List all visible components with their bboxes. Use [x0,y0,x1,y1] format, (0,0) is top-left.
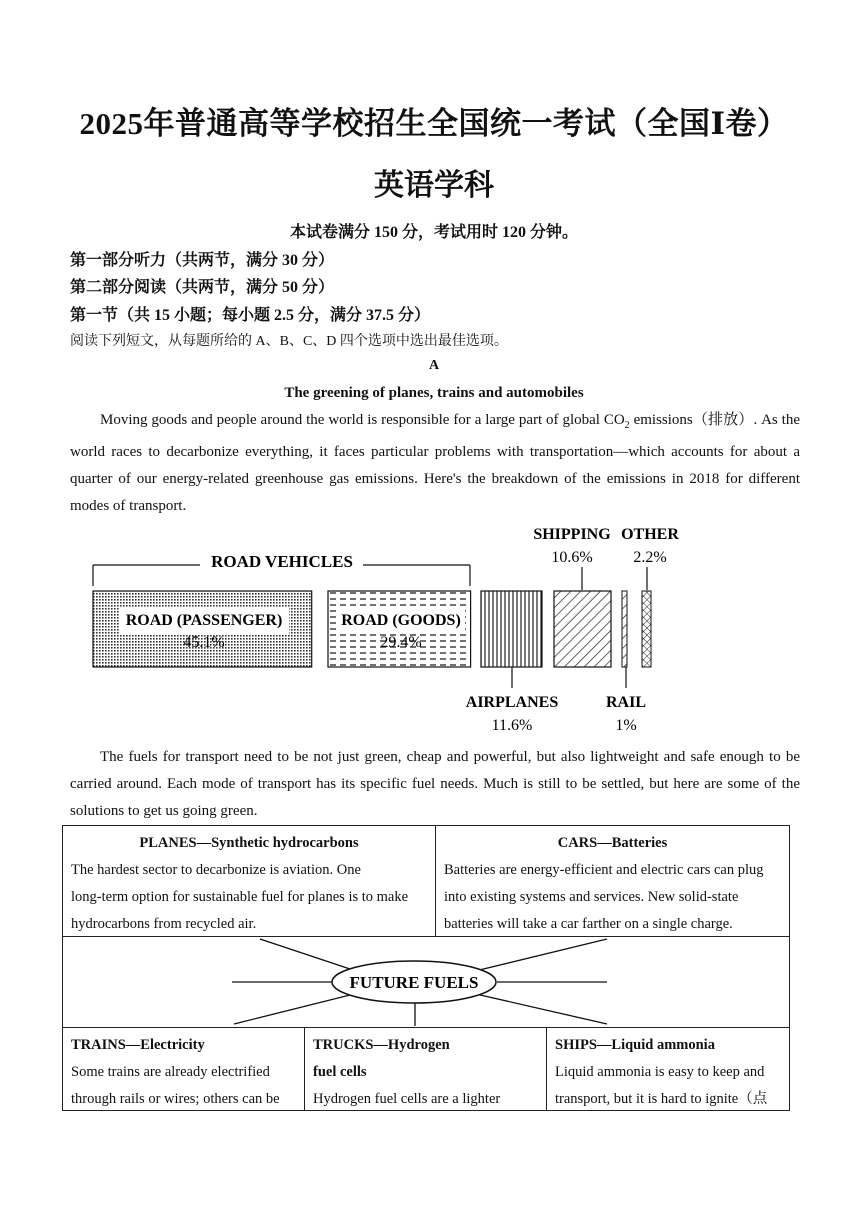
road-vehicles-label: ROAD VEHICLES [211,552,353,571]
ships-heading: SHIPS—Liquid ammonia [555,1037,715,1053]
passage-letter: A [428,358,440,373]
paragraph-1: Moving goods and people around the world is responsible for a large part of global $CO_2$ emissions（排放）. As the world races to decarbonize everything, it faces particular problems with transportation—which accounts for about a quarter of our energy-related greenhouse gas emissions. Here's the breakdown of the emissions in 2018 for different modes of transport. [70,412,800,514]
bar-airplanes [481,591,542,667]
bar-rail [622,591,627,667]
trucks-line-1: Hydrogen fuel cells are a lighter [313,1091,501,1107]
exam-title: 2025年普通高等学校招生全国统一考试（全国Ⅰ卷） [79,106,789,141]
passage-title: The greening of planes, trains and automobiles [284,385,584,401]
cars-line-1: Batteries are energy-efficient and electric cars can plug [444,862,764,878]
trucks-box [304,1027,547,1111]
ships-box [546,1027,790,1111]
exam-info: 本试卷满分 150 分，考试用时 120 分钟。 [289,224,578,241]
future-fuels-label: FUTURE FUELS [349,973,479,992]
label-rail: RAIL [605,694,647,711]
label-road-passenger: ROAD (PASSENGER) [125,612,283,629]
trains-heading: TRAINS—Electricity [71,1037,205,1053]
value-shipping: 10.6% [551,549,593,566]
part1-heading: 第一部分听力（共两节，满分 30 分） [70,252,335,269]
planes-heading: PLANES—Synthetic hydrocarbons [139,835,359,851]
label-other: OTHER [621,526,679,543]
section1-heading: 第一节（共 15 小题；每小题 2.5 分，满分 37.5 分） [70,307,431,324]
emissions-chart [0,518,868,740]
trucks-heading: TRUCKS—Hydrogen [313,1037,450,1053]
trains-line-2: through rails or wires; others can be [71,1091,280,1107]
ships-line-2: transport, but it is hard to ignite（点 [555,1091,768,1107]
trains-line-1: Some trains are already electrified [71,1064,270,1080]
instruction: 阅读下列短文，从每题所给的 A、B、C、D 四个选项中选出最佳选项。 [70,334,508,349]
planes-box [62,825,436,937]
value-other: 2.2% [633,549,667,566]
bar-shipping [554,591,611,667]
value-road-passenger: 45.1% [183,634,225,651]
label-airplanes: AIRPLANES [465,694,559,711]
label-shipping: SHIPPING [533,526,611,543]
value-airplanes: 11.6% [491,717,533,734]
value-rail: 1% [615,717,637,734]
cars-line-2: into existing systems and services. New solid-state [444,889,739,905]
ships-line-1: Liquid ammonia is easy to keep and [555,1064,765,1080]
trains-box [62,1027,305,1111]
label-road-goods: ROAD (GOODS) [341,612,461,629]
value-road-goods: 29.4% [380,634,422,651]
cars-heading: CARS—Batteries [557,835,668,851]
bar-other [642,591,651,667]
planes-line-2: long-term option for sustainable fuel for planes is to make [71,889,409,905]
cars-line-3: batteries will take a car farther on a single charge. [444,916,733,932]
trucks-heading-2: fuel cells [313,1064,367,1080]
future-fuels-diagram [62,936,790,1028]
part2-heading: 第二部分阅读（共两节，满分 50 分） [70,279,335,296]
paragraph-2: The fuels for transport need to be not just green, cheap and powerful, but also lightweight and safe enough to be carried around. Each mode of transport has its specific fuel needs. Much is still to be settled, but here are some of the solutions to get us going green. [70,749,800,819]
cars-box [435,825,790,937]
planes-line-1: The hardest sector to decarbonize is aviation. One [71,862,361,878]
planes-line-3: hydrocarbons from recycled air. [71,916,257,932]
subject-title: 英语学科 [374,169,494,202]
